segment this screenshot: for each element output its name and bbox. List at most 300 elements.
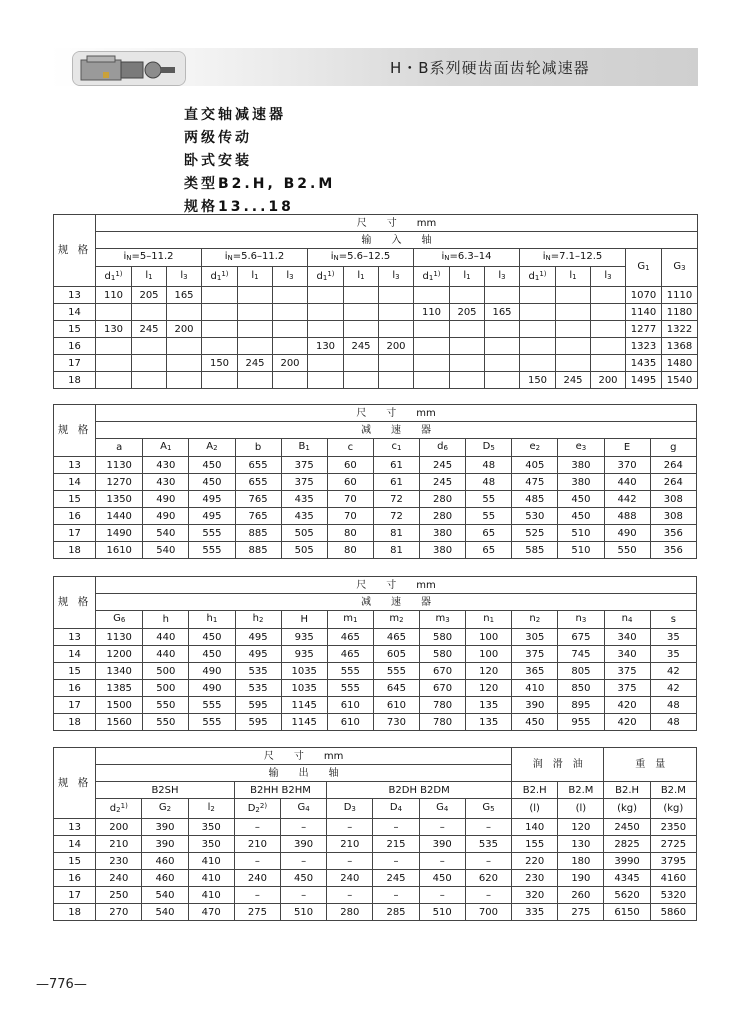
table-cell <box>450 338 485 355</box>
table-cell <box>556 321 591 338</box>
table-cell: – <box>234 853 280 870</box>
gearbox-product-image <box>72 51 186 86</box>
col-header: $e_2$ <box>512 439 558 457</box>
table-cell: 420 <box>604 714 650 731</box>
table-cell: 1270 <box>96 474 143 491</box>
table-cell: 375 <box>604 680 650 697</box>
table-cell: 450 <box>512 714 558 731</box>
group-b2dh-b2dm: B2DH B2DM <box>327 782 512 799</box>
ratio-group-1: $i_N=5-11.2$ <box>96 249 202 267</box>
table-cell: 535 <box>235 663 281 680</box>
table-cell: 780 <box>420 697 466 714</box>
table-cell <box>414 287 450 304</box>
table-row <box>54 870 697 887</box>
table-cell: – <box>419 887 465 904</box>
heading-block <box>184 104 335 219</box>
table-cell <box>485 321 520 338</box>
col-header: $B_1$ <box>281 439 327 457</box>
table-cell: 42 <box>650 663 696 680</box>
table-cell: 140 <box>512 819 558 836</box>
table-cell: 465 <box>327 629 373 646</box>
col-header: $D_3$ <box>327 799 373 819</box>
page-number: —776— <box>36 977 87 992</box>
table-cell: 165 <box>485 304 520 321</box>
table-cell: 465 <box>327 646 373 663</box>
table-cell: – <box>373 887 419 904</box>
guige-label: 规 格 <box>54 748 96 819</box>
table-cell: – <box>234 887 280 904</box>
table-subtitle: 输 入 轴 <box>96 232 698 249</box>
table-cell <box>308 304 344 321</box>
table-cell: 555 <box>327 663 373 680</box>
table-cell: 305 <box>512 629 558 646</box>
table-row <box>54 680 697 697</box>
table-cell: 205 <box>450 304 485 321</box>
table-cell: 805 <box>558 663 604 680</box>
table-cell: 80 <box>327 542 373 559</box>
table-cell: 885 <box>235 542 281 559</box>
table-cell <box>485 287 520 304</box>
table-cell: 420 <box>604 697 650 714</box>
table-cell: 220 <box>512 853 558 870</box>
table-row <box>54 304 698 321</box>
heading-line-1: 直交轴减速器 <box>184 107 286 123</box>
table-cell: 505 <box>281 542 327 559</box>
col-header-g1: $G_1$ <box>626 249 662 287</box>
table-cell: 280 <box>420 508 466 525</box>
table-cell: 70 <box>327 508 373 525</box>
table-cell: 1340 <box>96 663 143 680</box>
table-cell: 275 <box>558 904 604 921</box>
row-size-label: 16 <box>54 508 96 525</box>
table-cell: 375 <box>281 457 327 474</box>
table-row <box>54 629 697 646</box>
table-row <box>54 525 697 542</box>
table-cell: – <box>234 819 280 836</box>
table-cell: 155 <box>512 836 558 853</box>
table-cell: 2450 <box>604 819 650 836</box>
table-cell: 935 <box>281 629 327 646</box>
table-cell: 1385 <box>96 680 143 697</box>
table-row <box>54 887 697 904</box>
table-cell: 505 <box>281 525 327 542</box>
table-cell: 1480 <box>662 355 698 372</box>
col-header: $l_1$ <box>132 267 167 287</box>
table-cell: 72 <box>373 508 419 525</box>
table-cell: 580 <box>420 629 466 646</box>
col-header: $G_4$ <box>419 799 465 819</box>
table-cell <box>520 338 556 355</box>
row-size-label: 18 <box>54 904 96 921</box>
table-subtitle: 输 出 轴 <box>96 765 512 782</box>
table-cell: 550 <box>143 714 189 731</box>
table-cell: 1323 <box>626 338 662 355</box>
col-header: $l_1$ <box>450 267 485 287</box>
table-cell: 264 <box>650 457 696 474</box>
table-cell: 410 <box>188 853 234 870</box>
table-cell: 210 <box>234 836 280 853</box>
table-cell <box>450 321 485 338</box>
table-cell: 895 <box>558 697 604 714</box>
table-cell <box>273 372 308 389</box>
table-row <box>54 491 697 508</box>
table-cell: 780 <box>420 714 466 731</box>
table-cell: 450 <box>189 629 235 646</box>
table-row <box>54 819 697 836</box>
guige-label: 规 格 <box>54 405 96 457</box>
table-cell: 435 <box>281 491 327 508</box>
table-cell: 390 <box>142 819 188 836</box>
col-header: $d_1^{1)}$ <box>414 267 450 287</box>
table-cell: 80 <box>327 525 373 542</box>
table-cell: 245 <box>420 457 466 474</box>
col-header-g3: $G_3$ <box>662 249 698 287</box>
table-cell: 4160 <box>650 870 696 887</box>
table-cell: – <box>373 853 419 870</box>
table-cell <box>414 321 450 338</box>
table-cell: 885 <box>235 525 281 542</box>
row-size-label: 17 <box>54 525 96 542</box>
col-header: $G_6$ <box>96 611 143 629</box>
table-cell: 450 <box>189 646 235 663</box>
row-size-label: 17 <box>54 887 96 904</box>
table-cell: 1140 <box>626 304 662 321</box>
table-cell: 260 <box>558 887 604 904</box>
table-cell <box>238 287 273 304</box>
col-header: $l_1$ <box>238 267 273 287</box>
table-cell: 180 <box>558 853 604 870</box>
table-cell: – <box>465 853 511 870</box>
weight-col-b2h: B2.H <box>604 782 650 799</box>
table-cell: 61 <box>373 457 419 474</box>
table-cell: 500 <box>143 663 189 680</box>
table-cell: 215 <box>373 836 419 853</box>
table-row <box>54 904 697 921</box>
table-cell: 1145 <box>281 697 327 714</box>
row-size-label: 15 <box>54 321 96 338</box>
row-size-label: 14 <box>54 474 96 491</box>
row-size-label: 14 <box>54 304 96 321</box>
table-cell: 280 <box>327 904 373 921</box>
table-cell: 610 <box>327 714 373 731</box>
table-row <box>54 508 697 525</box>
housing-dimension-table-1 <box>53 404 697 559</box>
table-cell: 450 <box>558 491 604 508</box>
table-cell: 555 <box>189 542 235 559</box>
table-cell: 375 <box>604 663 650 680</box>
table-cell: 730 <box>373 714 419 731</box>
table-cell: 370 <box>604 457 650 474</box>
table-cell: 495 <box>235 629 281 646</box>
table-cell: 470 <box>188 904 234 921</box>
table-cell: 442 <box>604 491 650 508</box>
heading-line-5: 规格13...18 <box>184 199 294 215</box>
table-cell <box>520 287 556 304</box>
table-cell <box>450 355 485 372</box>
table-cell <box>96 304 132 321</box>
col-header: $A_2$ <box>189 439 235 457</box>
col-header: $m_1$ <box>327 611 373 629</box>
table-cell: 1495 <box>626 372 662 389</box>
table-cell: 450 <box>419 870 465 887</box>
col-header: h <box>143 611 189 629</box>
col-header: $d_2^{1)}$ <box>96 799 142 819</box>
table-cell <box>591 287 626 304</box>
col-header: $h_1$ <box>189 611 235 629</box>
table-cell: – <box>327 819 373 836</box>
table-cell <box>344 321 379 338</box>
table-cell: 460 <box>142 853 188 870</box>
heading-line-2: 两级传动 <box>184 130 252 146</box>
table-cell: 1540 <box>662 372 698 389</box>
weight-col-b2m: B2.M <box>650 782 696 799</box>
table-cell <box>202 338 238 355</box>
table-cell: 1350 <box>96 491 143 508</box>
row-size-label: 13 <box>54 457 96 474</box>
table-cell: 150 <box>520 372 556 389</box>
table-row <box>54 542 697 559</box>
table-cell <box>273 304 308 321</box>
table-cell: 555 <box>373 663 419 680</box>
col-header: $l_2$ <box>188 799 234 819</box>
housing-dimension-table-2 <box>53 576 697 731</box>
table-cell: 580 <box>420 646 466 663</box>
table-cell: 245 <box>420 474 466 491</box>
table-cell: – <box>281 819 327 836</box>
table-cell <box>308 321 344 338</box>
table-row <box>54 321 698 338</box>
col-header: g <box>650 439 696 457</box>
table-cell <box>167 372 202 389</box>
table-cell: 1440 <box>96 508 143 525</box>
table-cell: 850 <box>558 680 604 697</box>
table-cell: 308 <box>650 508 696 525</box>
table-cell: 100 <box>466 629 512 646</box>
table-cell: 595 <box>235 697 281 714</box>
oil-col-b2m: B2.M <box>558 782 604 799</box>
table-cell: 430 <box>143 474 189 491</box>
table-cell: 490 <box>143 491 189 508</box>
table-cell: 320 <box>512 887 558 904</box>
table-subtitle: 减 速 器 <box>96 422 697 439</box>
table-cell: – <box>373 819 419 836</box>
table-cell: 110 <box>96 287 132 304</box>
table-cell: 1490 <box>96 525 143 542</box>
table-cell: 380 <box>558 457 604 474</box>
row-size-label: 15 <box>54 663 96 680</box>
table-cell: 1035 <box>281 680 327 697</box>
heading-line-3: 卧式安装 <box>184 153 252 169</box>
table-cell: 210 <box>96 836 142 853</box>
table-cell: 48 <box>650 714 696 731</box>
col-header: $A_1$ <box>143 439 189 457</box>
table-cell: 495 <box>189 508 235 525</box>
table-cell <box>450 372 485 389</box>
table-cell <box>238 372 273 389</box>
oil-unit: (l) <box>512 799 558 819</box>
column-header-row <box>54 439 697 457</box>
table-cell: 35 <box>650 646 696 663</box>
sub-header-row <box>54 799 697 819</box>
table-cell: 81 <box>373 525 419 542</box>
table-cell: 270 <box>96 904 142 921</box>
table-cell: 490 <box>189 663 235 680</box>
table-cell: 200 <box>273 355 308 372</box>
table-cell <box>414 338 450 355</box>
table-subtitle: 减 速 器 <box>96 594 697 611</box>
table-cell: – <box>281 887 327 904</box>
table-cell: 340 <box>604 646 650 663</box>
table-cell: 275 <box>234 904 280 921</box>
table-cell <box>450 287 485 304</box>
col-header: $d_1^{1)}$ <box>520 267 556 287</box>
table-cell: 510 <box>558 542 604 559</box>
table-cell: 500 <box>143 680 189 697</box>
col-header: $l_3$ <box>167 267 202 287</box>
table-cell: 550 <box>604 542 650 559</box>
row-size-label: 16 <box>54 870 96 887</box>
table-cell: 475 <box>512 474 558 491</box>
table-cell: 48 <box>466 474 512 491</box>
table-row <box>54 836 697 853</box>
table-cell: 675 <box>558 629 604 646</box>
table-cell <box>202 372 238 389</box>
row-size-label: 13 <box>54 629 96 646</box>
table-cell: 540 <box>142 904 188 921</box>
table-cell: 250 <box>96 887 142 904</box>
table-cell: 245 <box>344 338 379 355</box>
table-cell: 550 <box>143 697 189 714</box>
table-cell: 510 <box>558 525 604 542</box>
table-cell <box>132 304 167 321</box>
col-header: $D_2^{2)}$ <box>234 799 280 819</box>
table-cell: 655 <box>235 457 281 474</box>
table-cell: 340 <box>604 629 650 646</box>
col-header: $l_3$ <box>485 267 520 287</box>
table-cell: 460 <box>142 870 188 887</box>
table-cell: 610 <box>327 697 373 714</box>
col-header: $d_1^{1)}$ <box>202 267 238 287</box>
table-cell <box>344 304 379 321</box>
table-cell <box>556 355 591 372</box>
table-cell <box>344 372 379 389</box>
table-cell: 285 <box>373 904 419 921</box>
group-b2sh: B2SH <box>96 782 235 799</box>
table-cell: 42 <box>650 680 696 697</box>
table-cell: 150 <box>202 355 238 372</box>
table-cell: 240 <box>96 870 142 887</box>
table-row <box>54 663 697 680</box>
table-cell: 230 <box>96 853 142 870</box>
table-cell <box>167 338 202 355</box>
table-cell <box>273 321 308 338</box>
table-cell: 230 <box>512 870 558 887</box>
table-cell: 605 <box>373 646 419 663</box>
col-header: $G_2$ <box>142 799 188 819</box>
table-row <box>54 646 697 663</box>
table-cell: 1500 <box>96 697 143 714</box>
weight-unit: (kg) <box>650 799 696 819</box>
table-cell <box>167 304 202 321</box>
table-cell: 280 <box>420 491 466 508</box>
table-cell: – <box>327 853 373 870</box>
table-cell: 540 <box>142 887 188 904</box>
table-cell <box>556 338 591 355</box>
table-cell <box>132 355 167 372</box>
table-cell: 490 <box>189 680 235 697</box>
col-header: s <box>650 611 696 629</box>
header-title: H・B系列硬齿面齿轮减速器 <box>390 59 590 77</box>
table-cell <box>202 321 238 338</box>
table-cell <box>132 338 167 355</box>
table-cell: 200 <box>96 819 142 836</box>
table-cell: 130 <box>308 338 344 355</box>
col-header: $n_1$ <box>466 611 512 629</box>
table-cell <box>379 355 414 372</box>
col-header: $D_5$ <box>466 439 512 457</box>
table-cell: 1610 <box>96 542 143 559</box>
table-cell: 535 <box>465 836 511 853</box>
table-cell: 700 <box>465 904 511 921</box>
table-cell <box>556 304 591 321</box>
table-cell: 120 <box>466 680 512 697</box>
table-cell: 410 <box>188 887 234 904</box>
table-cell: 120 <box>558 819 604 836</box>
table-cell <box>591 304 626 321</box>
heading-line-4: 类型B2.H, B2.M <box>184 176 336 192</box>
table-cell: 165 <box>167 287 202 304</box>
table-cell: 2825 <box>604 836 650 853</box>
col-header: $D_4$ <box>373 799 419 819</box>
table-cell: 525 <box>512 525 558 542</box>
row-size-label: 15 <box>54 491 96 508</box>
table-cell: 450 <box>189 474 235 491</box>
table-cell: 410 <box>188 870 234 887</box>
table-cell: 1435 <box>626 355 662 372</box>
table-cell: 264 <box>650 474 696 491</box>
table-row <box>54 697 697 714</box>
table-cell <box>308 287 344 304</box>
table-cell: 356 <box>650 542 696 559</box>
table-cell: – <box>419 819 465 836</box>
table-cell: 2350 <box>650 819 696 836</box>
table-cell: 1145 <box>281 714 327 731</box>
table-cell: 48 <box>650 697 696 714</box>
oil-col-b2h: B2.H <box>512 782 558 799</box>
col-header: $G_5$ <box>465 799 511 819</box>
row-size-label: 16 <box>54 680 96 697</box>
table-cell: 555 <box>327 680 373 697</box>
table-cell: 1368 <box>662 338 698 355</box>
table-cell <box>520 321 556 338</box>
table-cell: 5860 <box>650 904 696 921</box>
col-header: $l_3$ <box>379 267 414 287</box>
table-cell: 245 <box>238 355 273 372</box>
col-header: $e_3$ <box>558 439 604 457</box>
table-title: 尺 寸 mm <box>96 577 697 594</box>
table-cell: 240 <box>234 870 280 887</box>
table-cell <box>344 287 379 304</box>
table-row <box>54 372 698 389</box>
table-cell: 130 <box>558 836 604 853</box>
table-cell: 390 <box>142 836 188 853</box>
col-header: $c_1$ <box>373 439 419 457</box>
table-cell: 205 <box>132 287 167 304</box>
table-cell: 308 <box>650 491 696 508</box>
table-cell: 365 <box>512 663 558 680</box>
table-cell: 72 <box>373 491 419 508</box>
table-cell: 110 <box>414 304 450 321</box>
